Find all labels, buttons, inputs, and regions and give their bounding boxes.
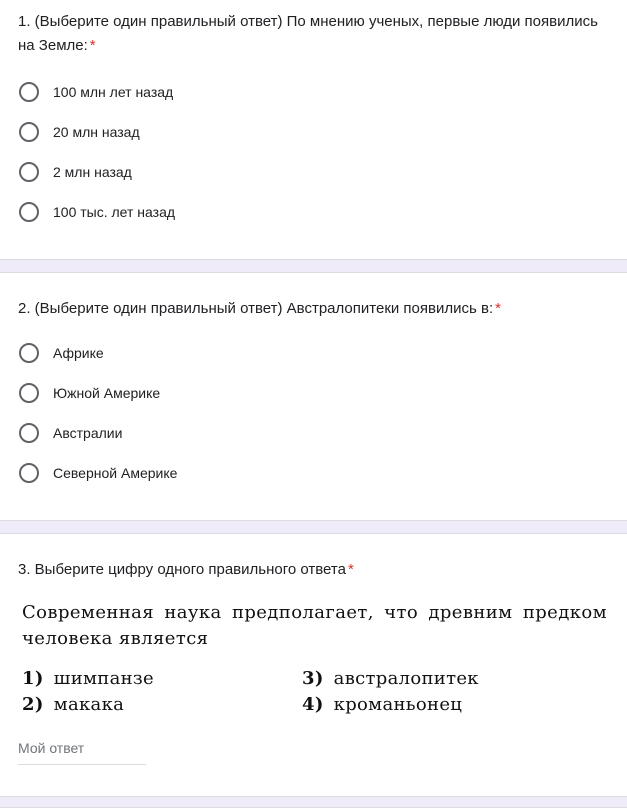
question-card-2: [0, 273, 627, 520]
option-label: Южной Америке: [53, 385, 161, 401]
question-text-1: 1. (Выберите один правильный ответ) По мнению ученых, первые люди появились на Земле:: [18, 13, 598, 54]
radio-circle-icon[interactable]: [19, 423, 39, 443]
radio-option[interactable]: [0, 373, 627, 413]
radio-option[interactable]: [0, 112, 627, 152]
option-label: 100 млн лет назад: [53, 84, 174, 100]
question-image: [22, 600, 607, 718]
image-choice: 4) кроманьонец: [302, 694, 463, 715]
image-choice: 1) шимпанзе: [22, 668, 154, 689]
radio-circle-icon[interactable]: [19, 343, 39, 363]
radio-option[interactable]: [0, 72, 627, 112]
question-title-2: [0, 273, 627, 321]
question-text-3: 3. Выберите цифру одного правильного ответа: [18, 561, 346, 578]
radio-option[interactable]: [0, 413, 627, 453]
section-separator: [0, 796, 627, 808]
question-title-1: [0, 0, 627, 58]
answer-input[interactable]: [18, 740, 146, 756]
radio-circle-icon[interactable]: [19, 383, 39, 403]
required-asterisk: *: [495, 300, 501, 317]
radio-circle-icon[interactable]: [19, 82, 39, 102]
image-choice: 2) макака: [22, 694, 125, 715]
radio-option[interactable]: [0, 453, 627, 493]
question-title-3: [0, 534, 627, 582]
radio-option[interactable]: [0, 152, 627, 192]
option-label: 2 млн назад: [53, 164, 132, 180]
radio-option[interactable]: [0, 192, 627, 232]
required-asterisk: *: [89, 37, 96, 54]
radio-circle-icon[interactable]: [19, 202, 39, 222]
option-label: Африке: [53, 345, 104, 361]
answer-field-wrapper: [18, 740, 146, 765]
radio-circle-icon[interactable]: [19, 122, 39, 142]
section-separator: [0, 259, 627, 273]
question-card-1: [0, 0, 627, 259]
required-asterisk: *: [347, 561, 354, 578]
image-answer-choices: [22, 666, 607, 718]
option-label: 20 млн назад: [53, 124, 140, 140]
radio-option[interactable]: [0, 333, 627, 373]
radio-circle-icon[interactable]: [19, 162, 39, 182]
question-text-2: 2. (Выберите один правильный ответ) Австралопитеки появились в:: [18, 300, 494, 317]
section-separator: [0, 520, 627, 534]
option-label: Северной Америке: [53, 465, 178, 481]
question-card-3: [0, 534, 627, 796]
image-choice: 3) австралопитек: [302, 668, 479, 689]
option-label: 100 тыс. лет назад: [53, 204, 176, 220]
radio-circle-icon[interactable]: [19, 463, 39, 483]
option-list-2: [0, 321, 627, 493]
option-label: Австралии: [53, 425, 123, 441]
option-list-1: [0, 58, 627, 232]
image-question-text: Современная наука предполагает, что древним предком человека является: [22, 602, 607, 649]
